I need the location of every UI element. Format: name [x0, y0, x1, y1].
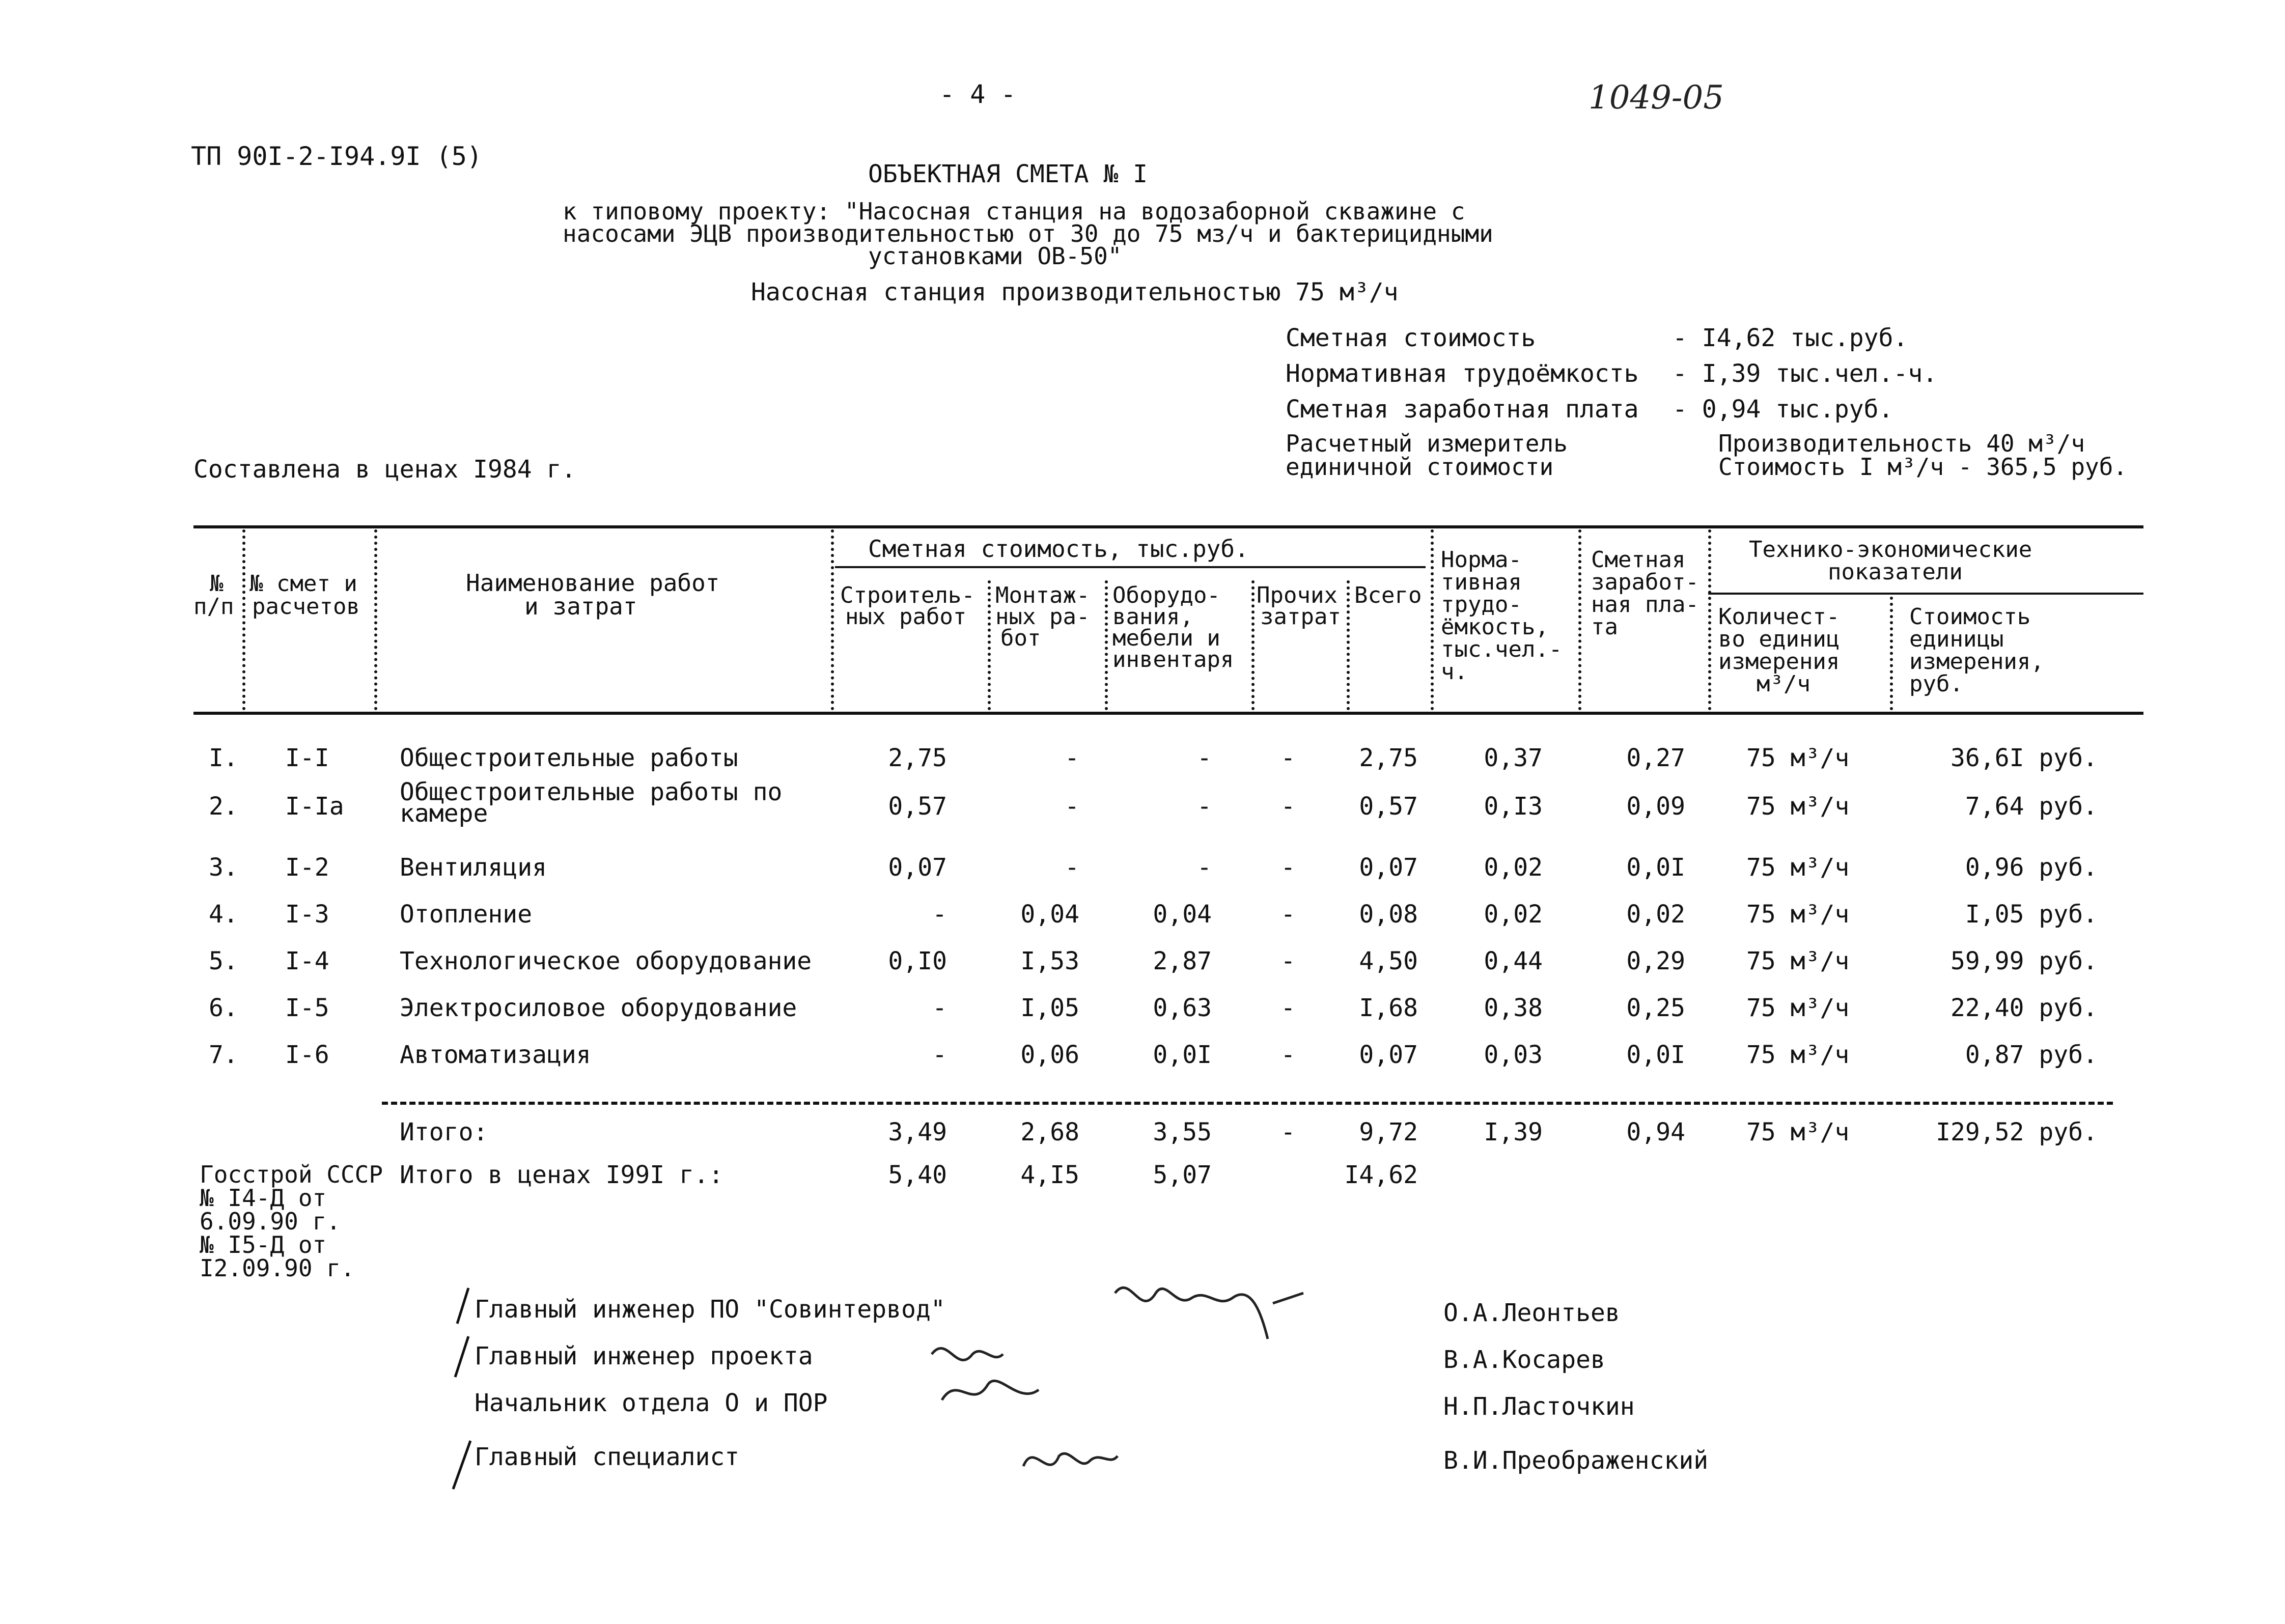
summary-label-wage: Сметная заработная плата — [1286, 395, 1639, 424]
cell-n: 4. — [209, 900, 238, 929]
cell-est: I-Iа — [285, 792, 344, 821]
total-label: Итого: — [400, 1118, 488, 1146]
header-labor-6: ч. — [1441, 659, 1468, 685]
document-title: ОБЪЕКТНАЯ СМЕТА № I — [868, 160, 1148, 188]
header-qty-1: Количест- — [1718, 604, 1840, 630]
header-equip-1: Оборудо- — [1112, 582, 1220, 608]
cell-qty: 75 м³/ч — [1746, 792, 1850, 821]
header-other-2: затрат — [1260, 604, 1341, 630]
cell-total: 2,75 — [1359, 744, 1418, 772]
cell-other: - — [1280, 744, 1296, 772]
total-other: - — [1280, 1118, 1296, 1146]
subtitle-line-1: к типовому проекту: "Насосная станция на водозаборной скважине с — [563, 198, 1465, 225]
signature-scribble-1 — [1100, 1263, 1314, 1354]
total-mount: 2,68 — [1020, 1118, 1079, 1146]
signature-role-3: Начальник отдела О и ПОР — [475, 1389, 828, 1417]
total-labor: I,39 — [1484, 1118, 1543, 1146]
cell-wage: 0,0I — [1626, 1041, 1685, 1069]
header-other-1: Прочих — [1257, 582, 1337, 608]
cell-labor: 0,02 — [1484, 900, 1543, 929]
page-number: - 4 - — [939, 79, 1016, 109]
cell-total: 0,57 — [1359, 792, 1418, 821]
header-equip-3: мебели и — [1112, 625, 1220, 651]
cell-build: - — [932, 900, 947, 929]
cell-ucost: 22,40 руб. — [1950, 994, 2098, 1022]
total-wage: 0,94 — [1626, 1118, 1685, 1146]
cell-mount: - — [1065, 853, 1079, 882]
cell-ucost: 36,6I руб. — [1950, 744, 2098, 772]
cell-equip: - — [1197, 853, 1212, 882]
header-num-2: п/п — [193, 594, 234, 620]
cell-total: 0,08 — [1359, 900, 1418, 929]
header-labor-2: тивная — [1441, 569, 1522, 595]
gosstroy-line-2: № I4-Д от — [200, 1184, 327, 1212]
cell-build: - — [932, 994, 947, 1022]
document-code: ТП 90I-2-I94.9I (5) — [191, 142, 482, 171]
cell-mount: I,53 — [1020, 947, 1079, 975]
cost-group-rule — [835, 566, 1426, 568]
cell-qty: 75 м³/ч — [1746, 947, 1850, 975]
cell-other: - — [1280, 853, 1296, 882]
cell-qty: 75 м³/ч — [1746, 853, 1850, 882]
cell-n: 7. — [209, 1041, 238, 1069]
header-est-2: расчетов — [252, 594, 360, 620]
cell-ucost: 7,64 руб. — [1965, 792, 2098, 821]
cell-other: - — [1280, 900, 1296, 929]
signature-scribble-2 — [922, 1324, 1074, 1415]
header-build-2: ных работ — [845, 604, 967, 630]
cell-ucost: 0,87 руб. — [1965, 1041, 2098, 1069]
cell-est: I-6 — [285, 1041, 329, 1069]
header-labor-3: трудо- — [1441, 592, 1522, 618]
cell-build: 2,75 — [888, 744, 947, 772]
col-separator — [374, 529, 377, 710]
cell-qty: 75 м³/ч — [1746, 744, 1850, 772]
gosstroy-line-3: 6.09.90 г. — [200, 1208, 341, 1235]
signature-slash-marks — [448, 1283, 484, 1497]
header-est-1: № смет и — [249, 571, 357, 597]
cell-mount: - — [1065, 792, 1079, 821]
header-qty-3: измерения — [1718, 649, 1840, 675]
cell-total: 0,07 — [1359, 1041, 1418, 1069]
header-equip-4: инвентаря — [1112, 647, 1234, 673]
cell-mount: - — [1065, 744, 1079, 772]
cell-name-continued: камере — [400, 799, 488, 828]
header-wage-3: ная пла- — [1591, 592, 1699, 618]
signature-name-1: О.А.Леонтьев — [1443, 1299, 1620, 1327]
gosstroy-line-4: № I5-Д от — [200, 1231, 327, 1258]
gosstroy-line-5: I2.09.90 г. — [200, 1254, 355, 1282]
cell-other: - — [1280, 1041, 1296, 1069]
prices-note: Составлена в ценах I984 г. — [193, 455, 576, 484]
cell-name: Вентиляция — [400, 853, 547, 882]
gosstroy-line-1: Госстрой СССР — [200, 1161, 383, 1188]
cell-equip: 0,0I — [1153, 1041, 1212, 1069]
cell-name: Отопление — [400, 900, 533, 929]
cell-labor: 0,I3 — [1484, 792, 1543, 821]
cell-n: 5. — [209, 947, 238, 975]
signature-role-1: Главный инженер ПО "Совинтервод" — [475, 1295, 945, 1324]
col-separator — [1347, 580, 1350, 710]
cell-equip: 2,87 — [1153, 947, 1212, 975]
header-build-1: Строитель- — [840, 582, 975, 608]
total-1991-equip: 5,07 — [1153, 1161, 1212, 1189]
cell-labor: 0,38 — [1484, 994, 1543, 1022]
cell-ucost: I,05 руб. — [1965, 900, 2098, 929]
signature-role-4: Главный специалист — [475, 1443, 740, 1471]
header-mount-2: ных ра- — [995, 604, 1090, 630]
cell-name: Электросиловое оборудование — [400, 994, 797, 1022]
header-name-1: Наименование работ — [466, 569, 720, 597]
cell-name: Автоматизация — [400, 1041, 591, 1069]
cell-name: Технологическое оборудование — [400, 947, 812, 975]
summary-value-labor: - I,39 тыс.чел.-ч. — [1673, 359, 1938, 388]
header-wage-1: Сметная — [1591, 547, 1686, 573]
cell-build: 0,57 — [888, 792, 947, 821]
cell-n: 6. — [209, 994, 238, 1022]
header-equip-2: вания, — [1112, 604, 1193, 630]
header-mount-1: Монтаж- — [995, 582, 1090, 608]
cell-equip: 0,63 — [1153, 994, 1212, 1022]
cell-labor: 0,02 — [1484, 853, 1543, 882]
cell-build: - — [932, 1041, 947, 1069]
header-tech-2: показатели — [1828, 559, 1963, 585]
header-qty-2: во единиц — [1718, 626, 1840, 652]
cell-ucost: 0,96 руб. — [1965, 853, 2098, 882]
header-ucost-4: руб. — [1909, 671, 1963, 697]
header-labor-4: ёмкость, — [1441, 614, 1549, 640]
col-separator — [1431, 529, 1434, 710]
total-qty: 75 м³/ч — [1746, 1118, 1850, 1146]
totals-dashed-rule — [382, 1102, 2113, 1105]
header-ucost-1: Стоимость — [1909, 604, 2031, 630]
station-capacity: Насосная станция производительностью 75 м³/ч — [751, 278, 1399, 306]
cell-n: I. — [209, 744, 238, 772]
total-build: 3,49 — [888, 1118, 947, 1146]
cell-wage: 0,25 — [1626, 994, 1685, 1022]
col-separator — [242, 529, 245, 710]
cell-est: I-3 — [285, 900, 329, 929]
header-labor-5: тыс.чел.- — [1441, 636, 1563, 662]
cell-other: - — [1280, 792, 1296, 821]
tech-group-rule — [1708, 593, 2143, 595]
cell-wage: 0,09 — [1626, 792, 1685, 821]
col-separator — [1890, 597, 1893, 710]
cell-wage: 0,02 — [1626, 900, 1685, 929]
header-num-1: № — [210, 571, 224, 597]
col-separator — [1251, 580, 1255, 710]
cell-qty: 75 м³/ч — [1746, 900, 1850, 929]
cell-mount: 0,06 — [1020, 1041, 1079, 1069]
meter-label-2: единичной стоимости — [1286, 453, 1554, 481]
header-wage-4: та — [1591, 614, 1618, 640]
header-ucost-3: измерения, — [1909, 649, 2044, 675]
cell-ucost: 59,99 руб. — [1950, 947, 2098, 975]
cell-labor: 0,37 — [1484, 744, 1543, 772]
header-wage-2: заработ- — [1591, 569, 1699, 595]
subtitle-line-3: установками ОВ-50" — [868, 242, 1122, 270]
cell-name: Общестроительные работы по — [400, 778, 783, 806]
total-sum: 9,72 — [1359, 1118, 1418, 1146]
header-cost-group: Сметная стоимость, тыс.руб. — [868, 535, 1249, 563]
cell-qty: 75 м³/ч — [1746, 1041, 1850, 1069]
total-equip: 3,55 — [1153, 1118, 1212, 1146]
signature-scribble-3 — [1013, 1431, 1125, 1487]
cell-n: 2. — [209, 792, 238, 821]
cell-name: Общестроительные работы — [400, 744, 738, 772]
cell-labor: 0,03 — [1484, 1041, 1543, 1069]
total-1991-build: 5,40 — [888, 1161, 947, 1189]
cell-est: I-2 — [285, 853, 329, 882]
header-ucost-2: единицы — [1909, 626, 2004, 652]
table-top-rule — [193, 525, 2143, 528]
cell-est: I-4 — [285, 947, 329, 975]
cell-total: I,68 — [1359, 994, 1418, 1022]
cell-wage: 0,29 — [1626, 947, 1685, 975]
header-tech-1: Технико-экономические — [1749, 537, 2032, 563]
cell-other: - — [1280, 947, 1296, 975]
total-1991-label: Итого в ценах I99I г.: — [400, 1161, 723, 1189]
cell-equip: - — [1197, 744, 1212, 772]
subtitle-line-2: насосами ЭЦВ производительностью от 30 до 75 мз/ч и бактерицидными — [563, 220, 1493, 247]
cell-other: - — [1280, 994, 1296, 1022]
meter-label-1: Расчетный измеритель — [1286, 430, 1568, 457]
summary-label-labor: Нормативная трудоёмкость — [1286, 359, 1639, 388]
cell-build: 0,07 — [888, 853, 947, 882]
cell-build: 0,I0 — [888, 947, 947, 975]
header-name-2: и затрат — [524, 593, 637, 620]
cell-labor: 0,44 — [1484, 947, 1543, 975]
signature-name-2: В.А.Косарев — [1443, 1346, 1605, 1374]
signature-role-2: Главный инженер проекта — [475, 1342, 813, 1370]
total-1991-mount: 4,I5 — [1020, 1161, 1079, 1189]
header-mount-3: бот — [1000, 625, 1041, 651]
cell-mount: 0,04 — [1020, 900, 1079, 929]
col-separator — [988, 580, 991, 710]
col-separator — [1105, 580, 1108, 710]
cell-total: 4,50 — [1359, 947, 1418, 975]
summary-value-cost: - I4,62 тыс.руб. — [1673, 324, 1908, 352]
cell-est: I-5 — [285, 994, 329, 1022]
col-separator — [831, 529, 834, 710]
cell-mount: I,05 — [1020, 994, 1079, 1022]
header-total: Всего — [1354, 582, 1422, 608]
cell-total: 0,07 — [1359, 853, 1418, 882]
header-labor-1: Норма- — [1441, 547, 1522, 573]
cell-est: I-I — [285, 744, 329, 772]
header-qty-4: м³/ч — [1757, 671, 1810, 697]
signature-name-3: Н.П.Ласточкин — [1443, 1392, 1635, 1421]
total-ucost: I29,52 руб. — [1936, 1118, 2098, 1146]
cell-wage: 0,27 — [1626, 744, 1685, 772]
summary-value-wage: - 0,94 тыс.руб. — [1673, 395, 1893, 424]
cell-equip: 0,04 — [1153, 900, 1212, 929]
signature-name-4: В.И.Преображенский — [1443, 1446, 1709, 1475]
cell-n: 3. — [209, 853, 238, 882]
col-separator — [1578, 529, 1581, 710]
summary-label-cost: Сметная стоимость — [1286, 324, 1536, 352]
meter-value-1: Производительность 40 м³/ч — [1718, 430, 2085, 457]
total-1991-sum: I4,62 — [1344, 1161, 1418, 1189]
handwritten-reference: 1049-05 — [1589, 79, 1724, 117]
cell-equip: - — [1197, 792, 1212, 821]
meter-value-2: Стоимость I м³/ч - 365,5 руб. — [1718, 453, 2128, 481]
cell-qty: 75 м³/ч — [1746, 994, 1850, 1022]
col-separator — [1708, 529, 1711, 710]
cell-wage: 0,0I — [1626, 853, 1685, 882]
header-bottom-rule — [193, 712, 2143, 715]
